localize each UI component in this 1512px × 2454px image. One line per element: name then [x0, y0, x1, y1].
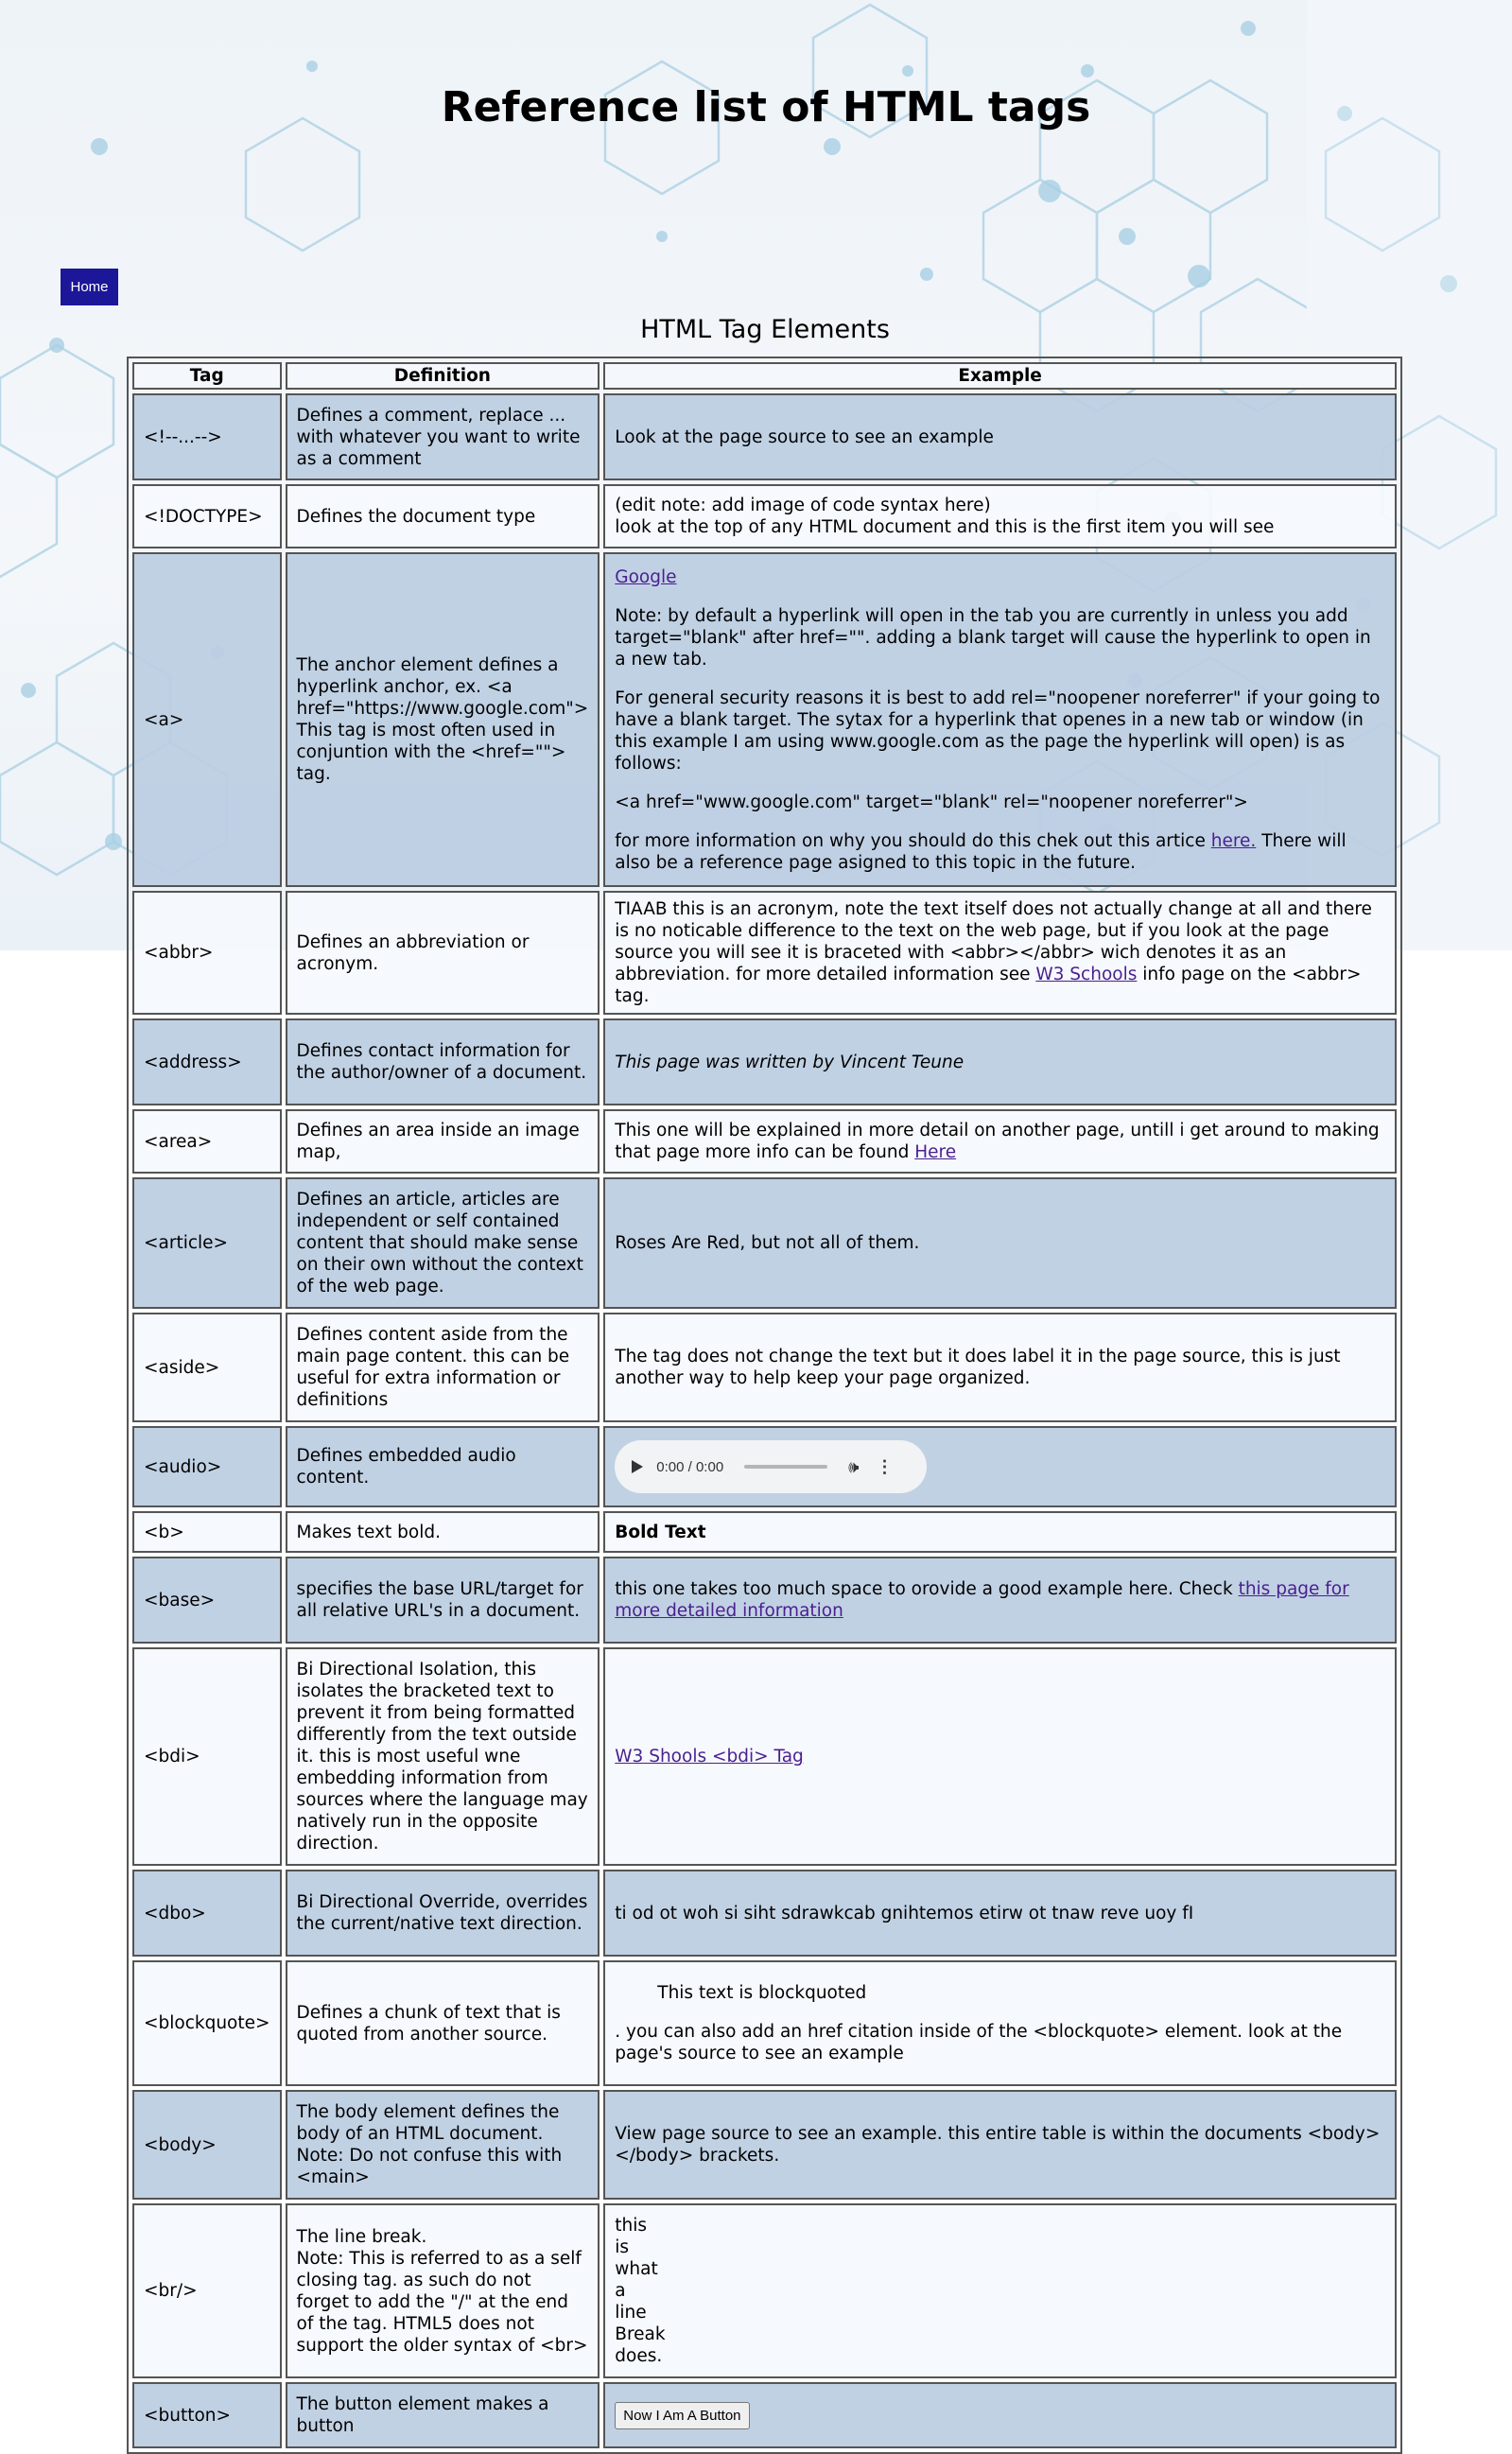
- tag-cell: <dbo>: [132, 1870, 282, 1957]
- example-cell: View page source to see an example. this entire table is within the documents <body> </body> brackets.: [603, 2090, 1397, 2200]
- base-info-link[interactable]: this page for more detailed information: [615, 1579, 1349, 1621]
- table-row: [132, 1426, 1397, 1507]
- definition-cell: Bi Directional Isolation, this isolates the bracketed text to prevent it from being formatted differently from the text outside it. this is most useful wne embedding information from sources where the language may natively run in the opposite direction.: [286, 1647, 600, 1866]
- example-cell: The tag does not change the text but it does label it in the page source, this is just another way to help keep your page organized.: [603, 1313, 1397, 1422]
- example-cell: [603, 484, 1397, 548]
- definition-cell: [286, 2203, 600, 2378]
- definition-cell: Defines an area inside an image map,: [286, 1109, 600, 1174]
- definition-line: The line break.: [296, 2226, 427, 2247]
- break-line: does.: [615, 2346, 663, 2366]
- example-text: . you can also add an href citation inside of the <blockquote> element. look at the page's source to see an example: [615, 2022, 1343, 2063]
- tag-cell: <!DOCTYPE>: [132, 484, 282, 548]
- header-example: Example: [603, 362, 1397, 390]
- blockquote-text: This text is blockquoted: [657, 1983, 867, 2003]
- table-row: [132, 1960, 1397, 2086]
- tag-cell: <base>: [132, 1557, 282, 1644]
- volume-icon[interactable]: 🕪: [848, 1456, 860, 1476]
- paragraph-text: for more information on why you should do this chek out this artice: [615, 830, 1211, 851]
- definition-cell: specifies the base URL/target for all relative URL's in a document.: [286, 1557, 600, 1644]
- table-row: [132, 1511, 1397, 1553]
- table-row: [132, 484, 1397, 548]
- example-text: TIAAB this is an acronym, note the text itself does not actually change at all and there is no noticable difference to the text on the web page, but if you look at the page source you will see it is braceted with <abbr></abbr> wich denotes it as an abbreviation. for more detailed information see: [615, 899, 1372, 984]
- table-row: [132, 2203, 1397, 2378]
- audio-time: 0:00 / 0:00: [656, 1458, 724, 1475]
- definition-cell: The button element makes a button: [286, 2382, 600, 2448]
- example-cell: [603, 2382, 1397, 2448]
- google-link[interactable]: Google: [615, 566, 677, 587]
- table-row: [132, 393, 1397, 480]
- tag-cell: <br/>: [132, 2203, 282, 2378]
- example-paragraph: For general security reasons it is best to add rel="noopener noreferrer" if your going to have a blank target. The sytax for a hyperlink that openes in a new tab or window (in this example I am using www.google.com as the page the hyperlink will open) is as follows:: [615, 687, 1381, 774]
- play-icon[interactable]: [632, 1460, 643, 1473]
- table-row: [132, 1870, 1397, 1957]
- example-line: look at the top of any HTML document and this is the first item you will see: [615, 517, 1275, 537]
- tag-cell: <a>: [132, 552, 282, 887]
- tag-cell: <audio>: [132, 1426, 282, 1507]
- example-cell: [603, 1426, 1397, 1507]
- tag-cell: <b>: [132, 1511, 282, 1553]
- here-link[interactable]: Here: [914, 1142, 957, 1162]
- example-cell: [603, 1109, 1397, 1174]
- example-paragraph: [615, 830, 1385, 874]
- example-line: (edit note: add image of code syntax here): [615, 496, 991, 515]
- definition-cell: Bi Directional Override, overrides the current/native text direction.: [286, 1870, 600, 1957]
- example-paragraph: Note: by default a hyperlink will open in the tab you are currently in unless you add target="blank" after href="". adding a blank target will cause the hyperlink to open in a new tab.: [615, 605, 1371, 670]
- table-row: [132, 2090, 1397, 2200]
- example-button[interactable]: Now I Am A Button: [615, 2402, 749, 2429]
- example-cell: [603, 1557, 1397, 1644]
- header-tag: Tag: [132, 362, 282, 390]
- tag-cell: <!--...-->: [132, 393, 282, 480]
- break-line: Break: [615, 2324, 666, 2344]
- tag-cell: <bdi>: [132, 1647, 282, 1866]
- break-line: this: [615, 2216, 648, 2236]
- example-cell: ti od ot woh si siht sdrawkcab gnihtemos etirw ot tnaw reve uoy fI: [603, 1870, 1397, 1957]
- example-cell: Look at the page source to see an example: [603, 393, 1397, 480]
- table-row: [132, 1313, 1397, 1422]
- table-row: [132, 1177, 1397, 1309]
- break-line: line: [615, 2303, 647, 2323]
- break-line: is: [615, 2237, 630, 2257]
- table-row: [132, 2382, 1397, 2448]
- bdi-link[interactable]: W3 Shools <bdi> Tag: [615, 1747, 804, 1767]
- table-row: [132, 1109, 1397, 1174]
- table-row: [132, 1557, 1397, 1644]
- example-cell: Roses Are Red, but not all of them.: [603, 1177, 1397, 1309]
- example-cell: [603, 552, 1397, 887]
- tag-cell: <aside>: [132, 1313, 282, 1422]
- example-text: This one will be explained in more detail on another page, untill i get around to making that page more info can be found: [615, 1121, 1380, 1162]
- html-tags-table: [127, 357, 1402, 2454]
- tag-cell: <body>: [132, 2090, 282, 2200]
- tag-cell: <address>: [132, 1018, 282, 1105]
- paragraph-text: There will also be a reference page asigned to this topic in the future.: [615, 830, 1347, 873]
- definition-cell: [286, 2090, 600, 2200]
- example-cell: [603, 2203, 1397, 2378]
- audio-progress-bar[interactable]: [744, 1465, 827, 1469]
- tag-cell: <button>: [132, 2382, 282, 2448]
- address-text: This page was written by Vincent Teune: [615, 1052, 965, 1072]
- audio-player[interactable]: [615, 1440, 927, 1493]
- definition-line: Note: Do not confuse this with <main>: [296, 2146, 563, 2187]
- example-cell: [603, 1960, 1397, 2086]
- definition-cell: The anchor element defines a hyperlink anchor, ex. <a href="https://www.google.com"> This tag is most often used in conjuntion with the <href=""> tag.: [286, 552, 600, 887]
- definition-cell: Defines a chunk of text that is quoted from another source.: [286, 1960, 600, 2086]
- bold-text: Bold Text: [615, 1522, 706, 1542]
- definition-cell: Defines an article, articles are independent or self contained content that should make sense on their own without the context of the web page.: [286, 1177, 600, 1309]
- definition-cell: Defines contact information for the author/owner of a document.: [286, 1018, 600, 1105]
- w3schools-link[interactable]: W3 Schools: [1035, 965, 1138, 984]
- example-paragraph: <a href="www.google.com" target="blank" rel="noopener noreferrer">: [615, 792, 1248, 812]
- article-link[interactable]: here.: [1210, 830, 1257, 851]
- table-row: [132, 1647, 1397, 1866]
- example-cell: [603, 1511, 1397, 1553]
- home-button[interactable]: Home: [61, 269, 118, 305]
- tag-cell: <area>: [132, 1109, 282, 1174]
- definition-cell: Defines an abbreviation or acronym.: [286, 891, 600, 1015]
- definition-line: The body element defines the body of an HTML document.: [296, 2102, 560, 2144]
- example-cell: [603, 891, 1397, 1015]
- definition-cell: Defines embedded audio content.: [286, 1426, 600, 1507]
- table-row: [132, 1018, 1397, 1105]
- table-caption: HTML Tag Elements: [640, 315, 890, 344]
- table-row: [132, 552, 1397, 887]
- table-header-row: [132, 362, 1397, 390]
- tag-cell: <blockquote>: [132, 1960, 282, 2086]
- definition-line: Note: This is referred to as a self closing tag. as such do not forget to add the "/" at the end of the tag. HTML5 does not support the older syntax of <br>: [296, 2248, 588, 2356]
- definition-cell: Makes text bold.: [286, 1511, 600, 1553]
- definition-cell: Defines a comment, replace ... with whatever you want to write as a comment: [286, 393, 600, 480]
- tag-cell: <article>: [132, 1177, 282, 1309]
- example-text: info page on the <abbr> tag.: [615, 965, 1362, 1006]
- page-title: Reference list of HTML tags: [441, 83, 1091, 131]
- example-text: this one takes too much space to orovide a good example here. Check: [615, 1579, 1239, 1599]
- tag-cell: <abbr>: [132, 891, 282, 1015]
- example-cell: [603, 1647, 1397, 1866]
- example-cell: [603, 1018, 1397, 1105]
- break-line: a: [615, 2281, 626, 2301]
- definition-cell: Defines content aside from the main page content. this can be useful for extra information or definitions: [286, 1313, 600, 1422]
- table-row: [132, 891, 1397, 1015]
- break-line: what: [615, 2259, 658, 2279]
- header-definition: Definition: [286, 362, 600, 390]
- more-options-icon[interactable]: ⋮: [876, 1456, 894, 1476]
- definition-cell: Defines the document type: [286, 484, 600, 548]
